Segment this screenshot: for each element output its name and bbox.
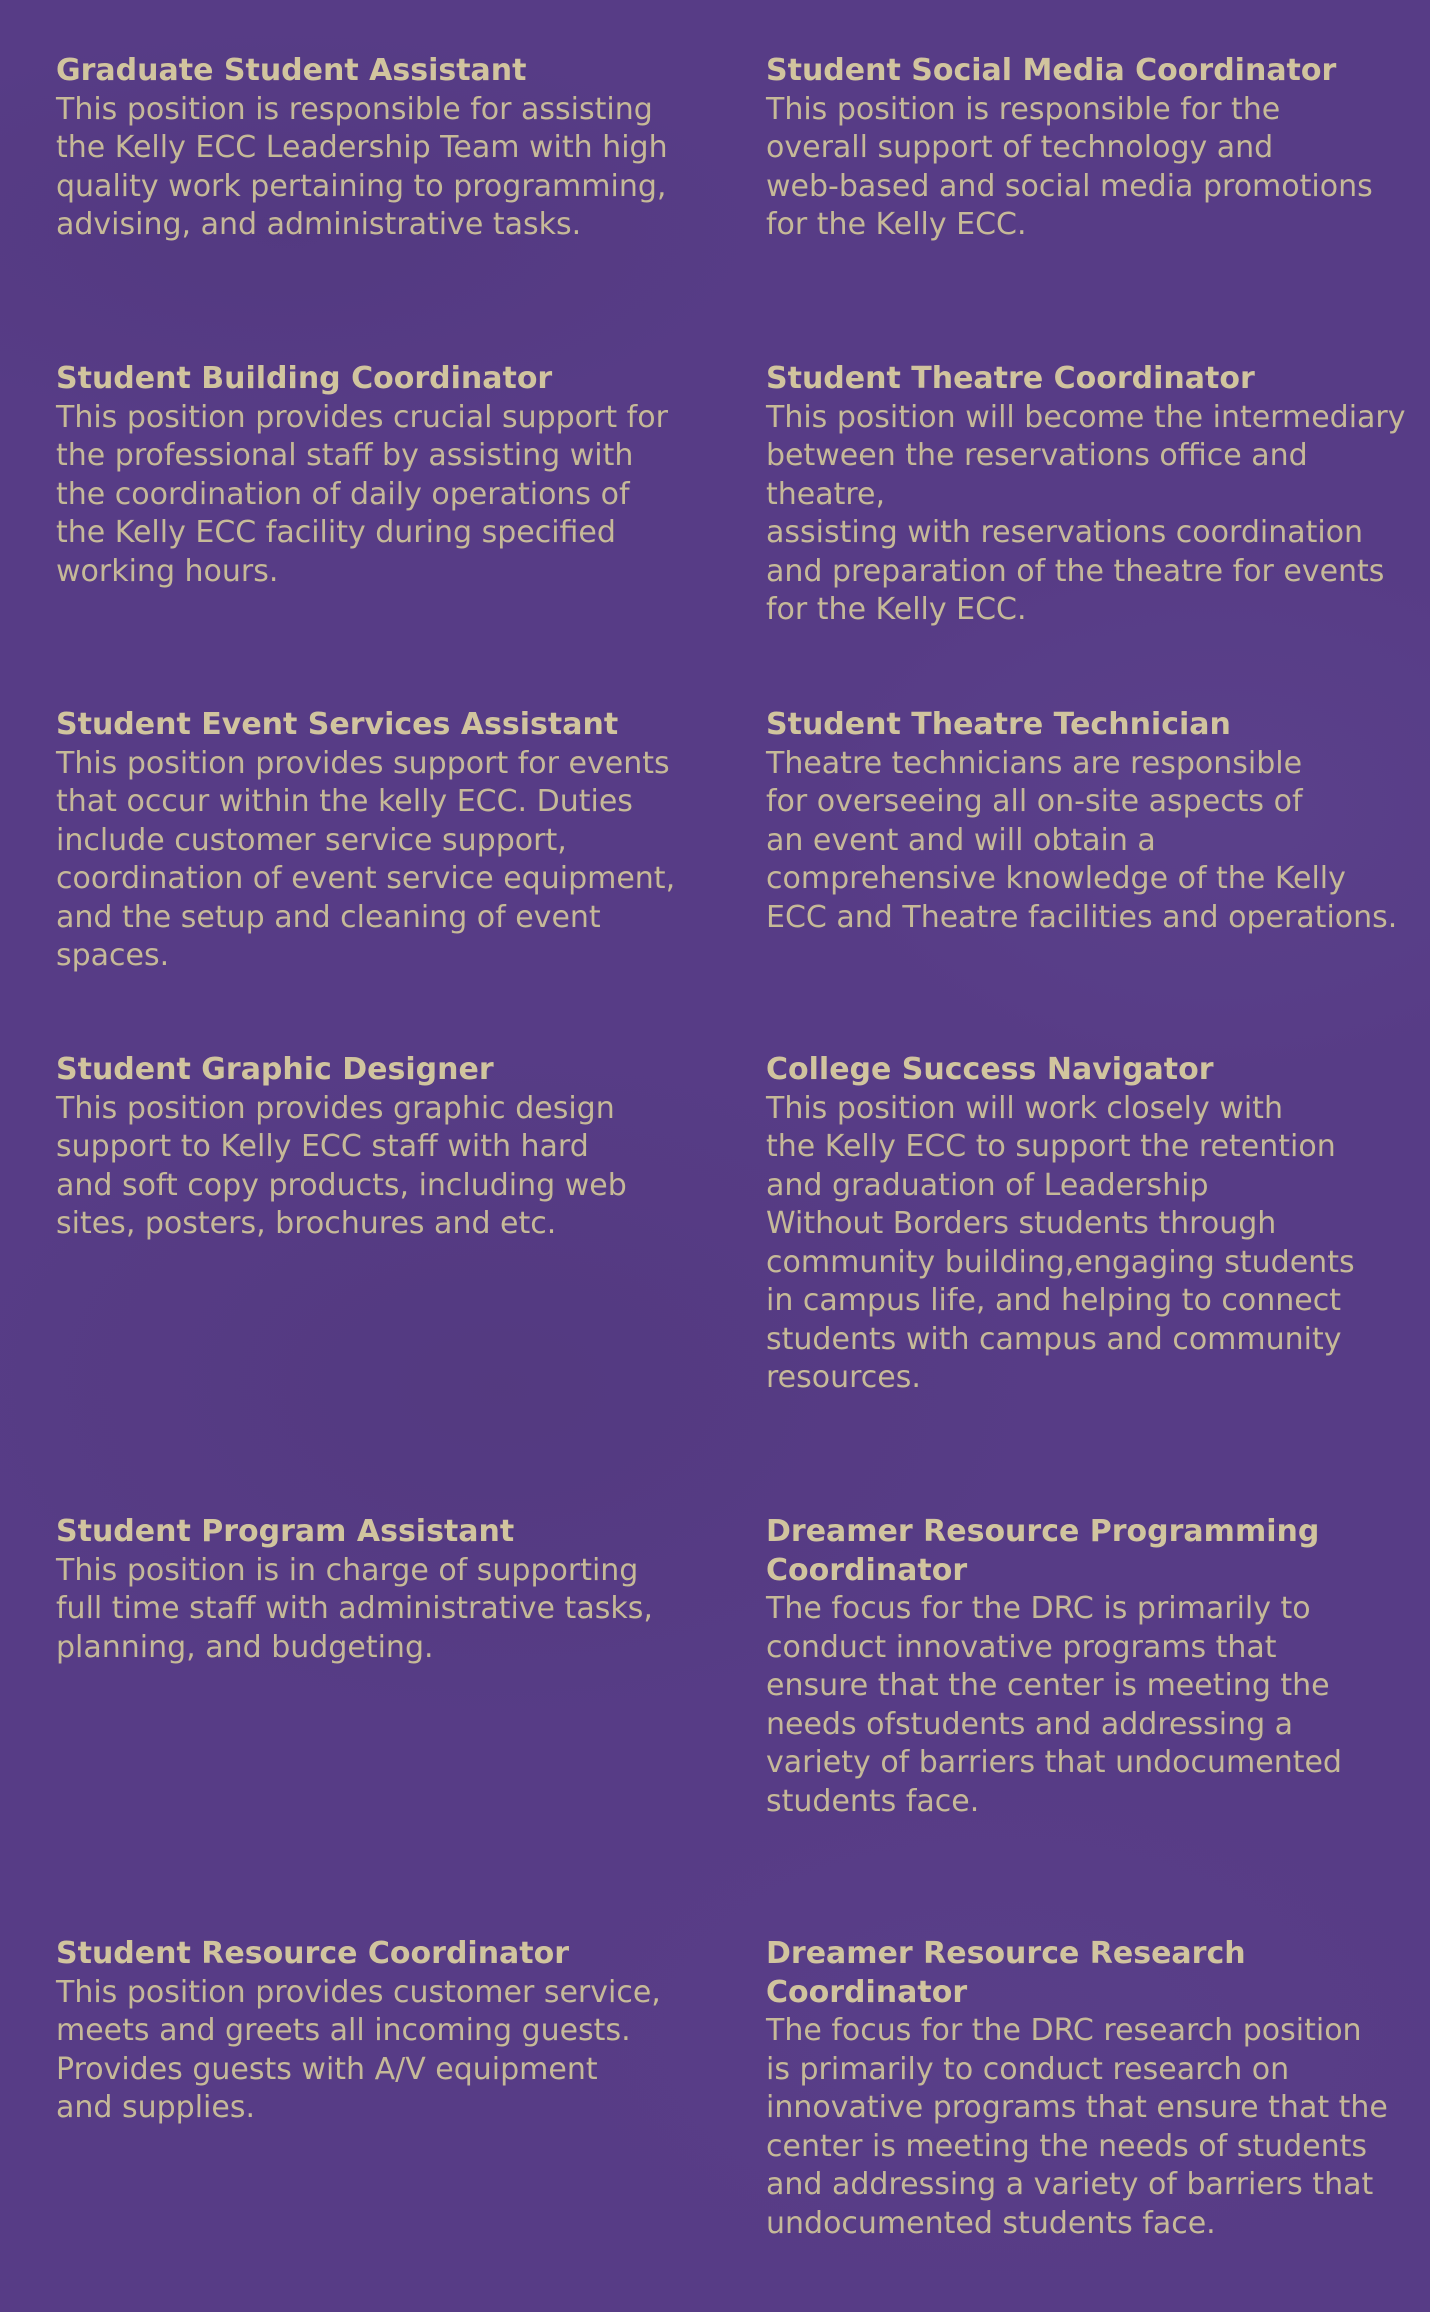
position-title: Student Social Media Coordinator bbox=[766, 53, 1337, 88]
position-description: This position is responsible for assisting the Kelly ECC Leadership Team with high quality work pertaining to programming, advising, and administrative tasks. bbox=[56, 91, 668, 242]
position-title: Student Building Coordinator bbox=[56, 361, 553, 396]
position-title: Dreamer Resource Programming Coordinator bbox=[766, 1514, 1320, 1588]
position-card-student-social-media-coordinator bbox=[766, 52, 1406, 245]
position-card-graduate-student-assistant bbox=[56, 52, 696, 245]
position-card-student-theatre-coordinator bbox=[766, 360, 1406, 630]
position-title: Student Theatre Technician bbox=[766, 707, 1231, 742]
position-description: Theatre technicians are responsible for overseeing all on-site aspects of an event and will obtain a comprehensive knowledge of the Kelly ECC and Theatre facilities and operations. bbox=[766, 745, 1398, 935]
position-card-student-resource-coordinator bbox=[56, 1935, 696, 2128]
position-card-student-graphic-designer bbox=[56, 1051, 696, 1244]
position-title: Student Program Assistant bbox=[56, 1514, 515, 1549]
position-title: Student Graphic Designer bbox=[56, 1052, 494, 1087]
position-description: This position provides support for events that occur within the kelly ECC. Duties include customer service support, coordination of event service equipment, and the setup and cleaning of event spaces. bbox=[56, 745, 676, 973]
position-title: Dreamer Resource Research Coordinator bbox=[766, 1936, 1246, 2010]
position-card-student-building-coordinator bbox=[56, 360, 696, 591]
position-card-student-event-services-assistant bbox=[56, 706, 696, 976]
position-title: Graduate Student Assistant bbox=[56, 53, 527, 88]
position-description: This position provides graphic design support to Kelly ECC staff with hard and soft copy products, including web sites, posters, brochures and etc. bbox=[56, 1090, 627, 1241]
position-title: Student Resource Coordinator bbox=[56, 1936, 570, 1971]
position-description: This position is responsible for the overall support of technology and web-based and social media promotions for the Kelly ECC. bbox=[766, 91, 1373, 242]
position-card-student-program-assistant bbox=[56, 1513, 696, 1667]
position-description: This position provides customer service, meets and greets all incoming guests. Provides guests with A/V equipment and supplies. bbox=[56, 1974, 661, 2125]
position-description: The focus for the DRC is primarily to conduct innovative programs that ensure that the center is meeting the needs ofstudents and addressing a variety of barriers that undocumented students face. bbox=[766, 1591, 1342, 1819]
position-title: Student Event Services Assistant bbox=[56, 707, 619, 742]
position-title: Student Theatre Coordinator bbox=[766, 361, 1255, 396]
position-card-student-theatre-technician bbox=[766, 706, 1406, 937]
position-card-college-success-navigator bbox=[766, 1051, 1406, 1398]
position-title: College Success Navigator bbox=[766, 1052, 1214, 1087]
position-card-dreamer-resource-research-coordinator bbox=[766, 1935, 1406, 2243]
position-card-dreamer-resource-programming-coordinator bbox=[766, 1513, 1406, 1821]
position-description: This position will become the intermediary between the reservations office and theatre, assisting with reservations coordination and preparation of the theatre for events for the Kelly ECC. bbox=[766, 399, 1406, 627]
position-description: This position will work closely with the Kelly ECC to support the retention and graduation of Leadership Without Borders students through community building,engaging students in campus life, and helping to connect students with campus and community resources. bbox=[766, 1090, 1355, 1395]
position-description: This position is in charge of supporting full time staff with administrative tasks, planning, and budgeting. bbox=[56, 1552, 653, 1665]
position-description: The focus for the DRC research position is primarily to conduct research on innovative programs that ensure that the center is meeting the needs of students and addressing a variety of barriers that undocumented students face. bbox=[766, 2013, 1388, 2241]
position-description: This position provides crucial support for the professional staff by assisting with the coordination of daily operations of the Kelly ECC facility during specified working hours. bbox=[56, 399, 668, 589]
